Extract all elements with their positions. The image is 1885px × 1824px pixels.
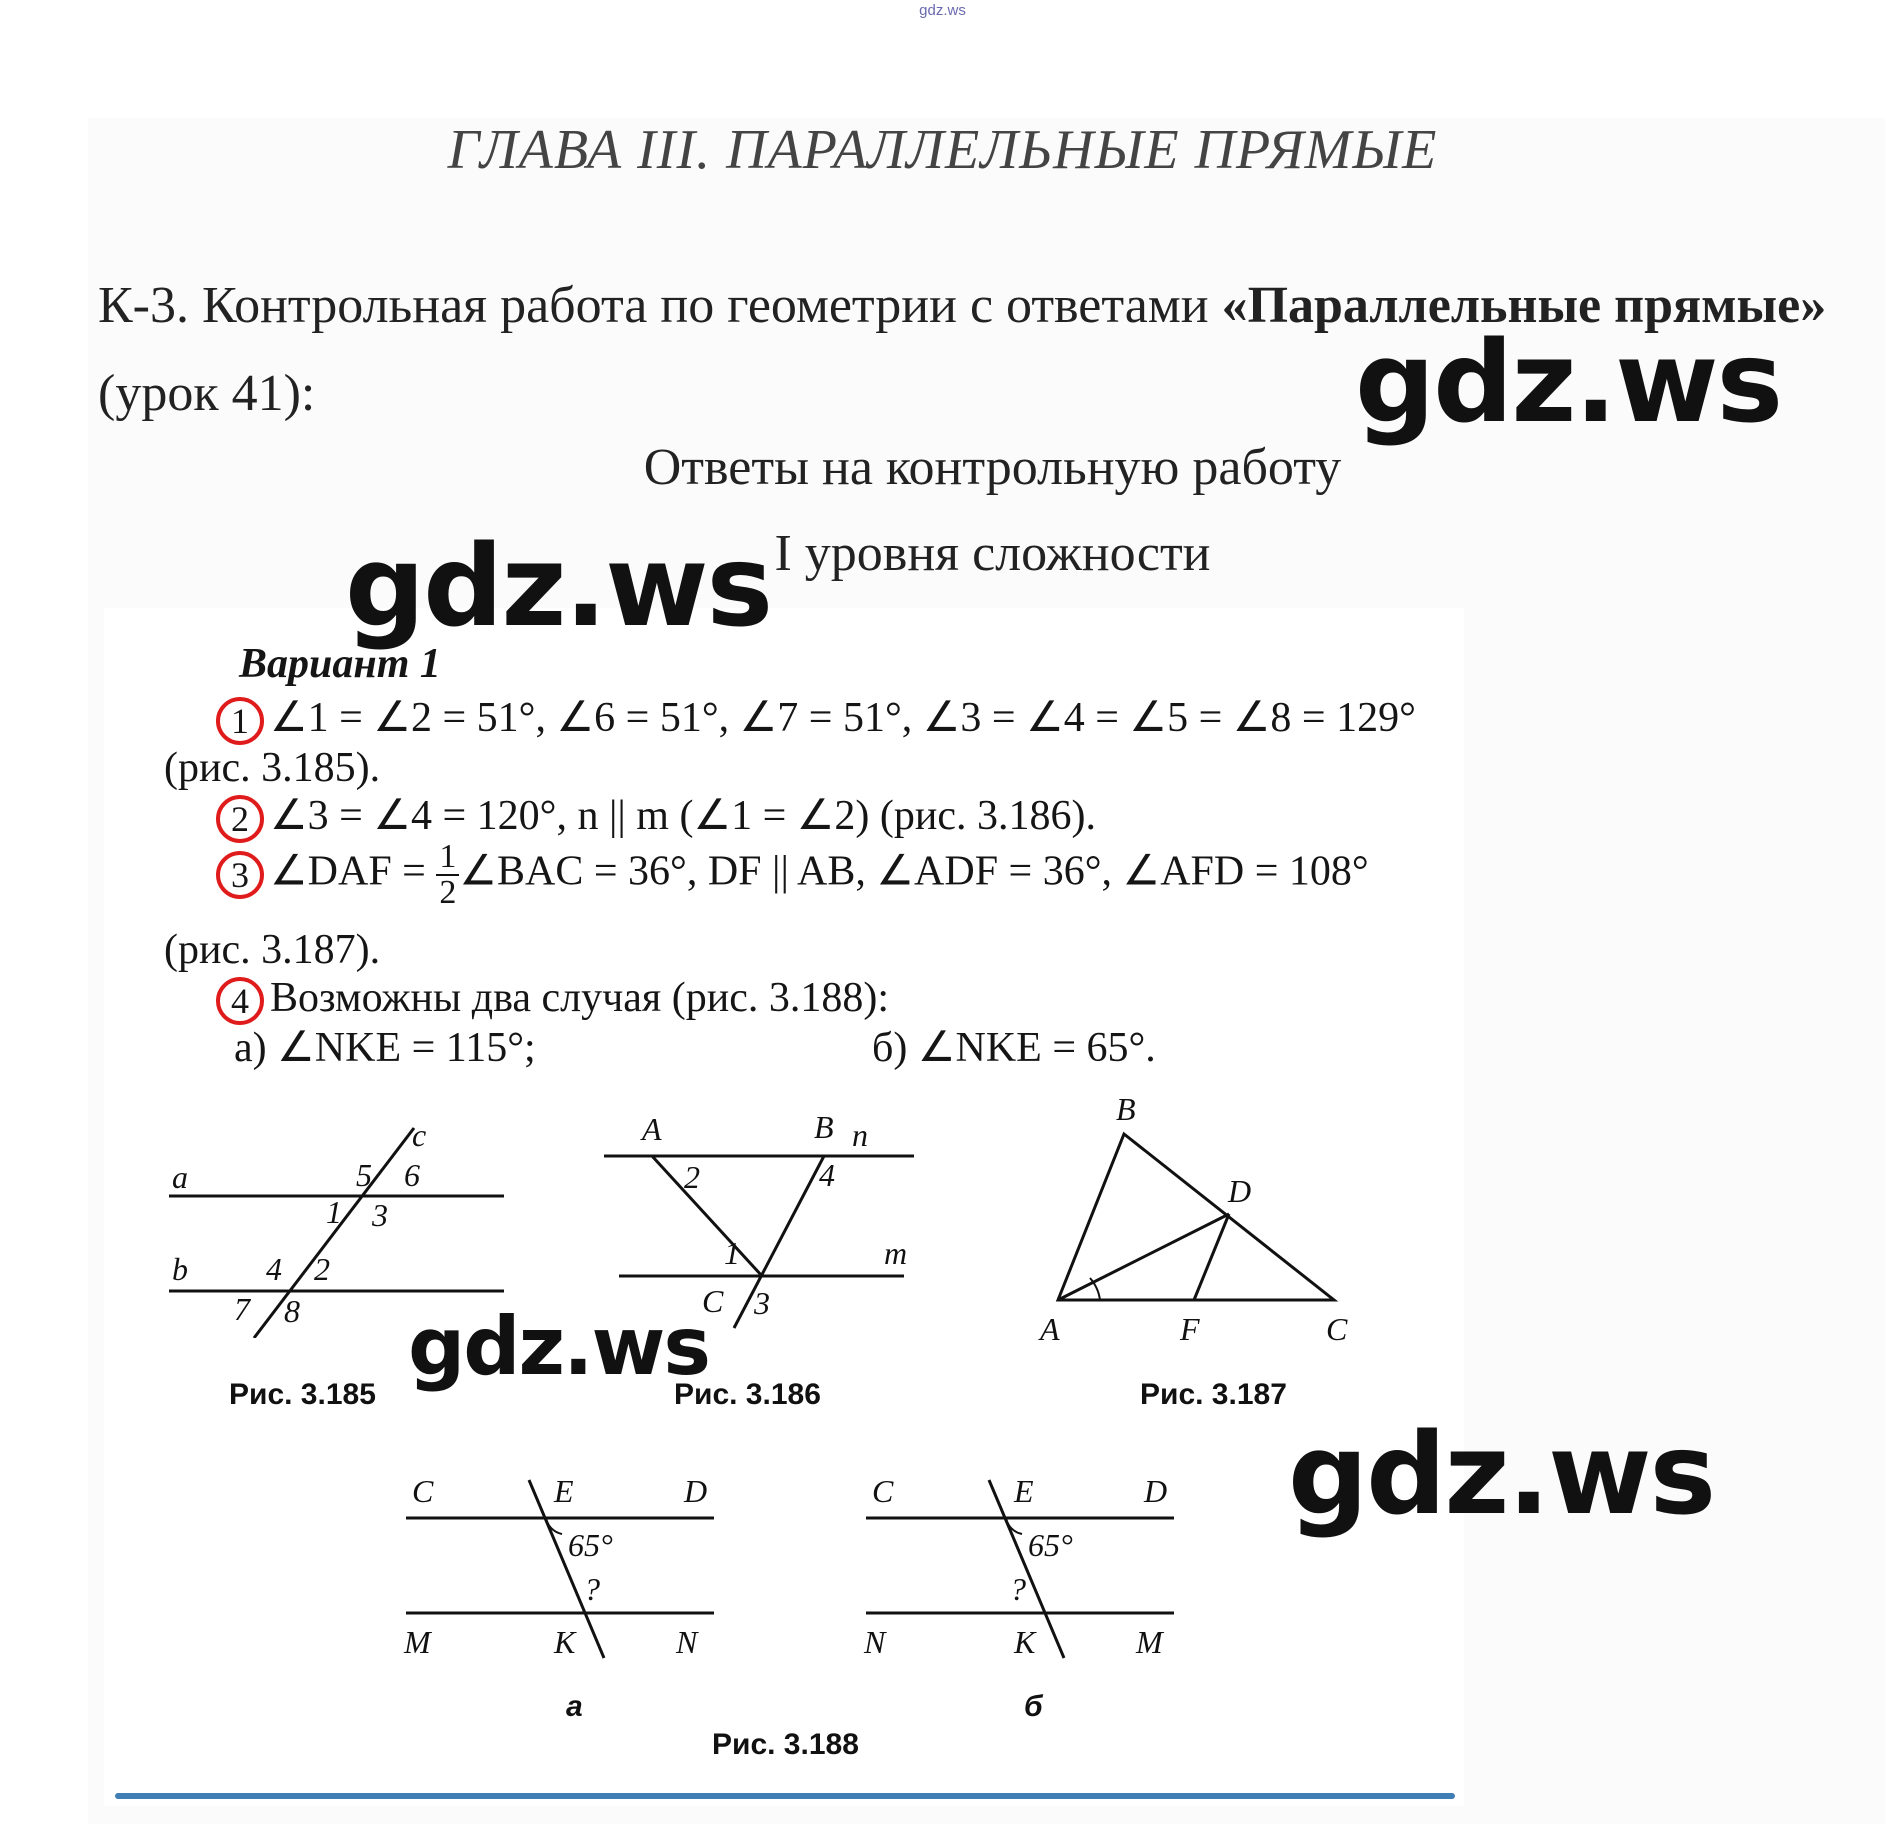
label-K: K [1014,1624,1036,1660]
angle-1: 1 [326,1194,342,1230]
watermark-4: gdz.ws [1288,1410,1715,1540]
label-M: M [1136,1624,1163,1660]
fraction-one-half [436,840,459,910]
label-F: F [1180,1311,1200,1347]
angle-unknown: ? [1010,1571,1026,1607]
answer-scan [104,608,1464,1806]
answer-4-text: Возможны два случая (рис. 3.188): [270,975,889,1021]
label-C: C [872,1473,894,1509]
watermark-3: gdz.ws [408,1300,710,1393]
angle-3: 3 [372,1197,388,1233]
answer-1-number: 1 [216,697,264,745]
answer-3 [216,840,1369,910]
angle-7: 7 [234,1291,250,1327]
label-n: n [852,1117,868,1153]
figure-3-187 [1034,1078,1434,1368]
answer-4-number: 4 [216,977,264,1025]
label-C: C [1326,1311,1348,1347]
answer-3-text-end: ∠BAC = 36°, DF || AB, ∠ADF = 36°, ∠AFD = 108° [459,848,1369,895]
answer-2 [216,790,1096,843]
angle-unknown: ? [584,1571,600,1607]
label-B: B [814,1109,834,1145]
label-D: D [1144,1473,1168,1509]
bottom-divider [115,1793,1455,1799]
answer-3-text-start: ∠DAF = [270,848,437,895]
label-m: m [884,1235,908,1271]
variant-title: Вариант 1 [239,641,441,687]
answer-1-text: ∠1 = ∠2 = 51°, ∠6 = 51°, ∠7 = 51°, ∠3 = ∠4 = ∠5 = ∠8 = 129° [270,695,1416,741]
label-K: K [554,1624,576,1660]
angle-4: 4 [266,1251,282,1287]
sub-caption-a: а [566,1690,583,1723]
angle-3: 3 [754,1285,770,1321]
angle-6: 6 [404,1157,420,1193]
label-C: C [702,1283,724,1319]
sub-caption-b: б [1024,1690,1043,1723]
label-c: c [412,1117,427,1153]
label-D: D [684,1473,708,1509]
caption-3-188: Рис. 3.188 [712,1728,859,1761]
segment-DF [1194,1214,1229,1300]
angle-4: 4 [819,1157,835,1193]
triangle-ABC [1058,1134,1334,1300]
angle-arc [546,1518,562,1534]
caption-3-185: Рис. 3.185 [229,1378,376,1411]
answer-4-case-b: б) ∠NKE = 65°. [872,1025,1156,1071]
angle-8: 8 [284,1293,300,1329]
label-B: B [1116,1091,1136,1127]
angle-2: 2 [314,1251,330,1287]
watermark-1: gdz.ws [1355,318,1782,448]
angle-65: 65° [568,1527,613,1563]
watermark-2: gdz.ws [345,522,772,652]
angle-arc [1006,1518,1022,1534]
angle-5: 5 [356,1157,372,1193]
label-D: D [1228,1173,1252,1209]
fraction-denominator: 2 [439,874,457,911]
angle-65: 65° [1028,1527,1073,1563]
answer-1 [216,692,1416,745]
caption-3-187: Рис. 3.187 [1140,1378,1287,1411]
answer-4-case-a: а) ∠NKE = 115°; [234,1025,536,1071]
label-N: N [864,1624,886,1660]
heading-suffix: (урок 41): [98,365,316,422]
label-A: A [1040,1311,1060,1347]
subtitle-line-2: I уровня сложности [774,525,1211,582]
label-E: E [1014,1473,1034,1509]
angle-1: 1 [724,1235,740,1271]
answer-1-ref: (рис. 3.185). [164,745,381,791]
chapter-title: ГЛАВА III. ПАРАЛЛЕЛЬНЫЕ ПРЯМЫЕ [447,119,1438,181]
figure-3-188-b [854,1438,1194,1668]
transversal-c [254,1128,414,1338]
segment-B [734,1156,824,1328]
figure-3-188-a [394,1438,734,1668]
angle-2: 2 [684,1159,700,1195]
segment-AC [652,1156,762,1276]
answer-4 [216,974,889,1025]
answer-3-ref: (рис. 3.187). [164,927,381,973]
label-E: E [554,1473,574,1509]
subtitle-line-1: Ответы на контрольную работу [643,439,1342,496]
answer-2-text: ∠3 = ∠4 = 120°, n || m (∠1 = ∠2) (рис. 3.186). [270,793,1097,839]
answer-2-number: 2 [216,795,264,843]
heading-prefix: К-3. Контрольная работа по геометрии с ответами [98,277,1222,334]
answer-3-number: 3 [216,851,264,899]
label-N: N [676,1624,698,1660]
bisector-AD [1058,1214,1229,1300]
label-A: A [642,1111,662,1147]
site-mark: gdz.ws [919,2,966,19]
fraction-numerator: 1 [436,840,459,876]
label-b: b [172,1251,188,1287]
label-M: M [404,1624,431,1660]
caption-3-186: Рис. 3.186 [674,1378,821,1411]
label-C: C [412,1473,434,1509]
heading-topic: «Параллельные прямые» [1221,277,1827,334]
label-a: a [172,1159,188,1195]
